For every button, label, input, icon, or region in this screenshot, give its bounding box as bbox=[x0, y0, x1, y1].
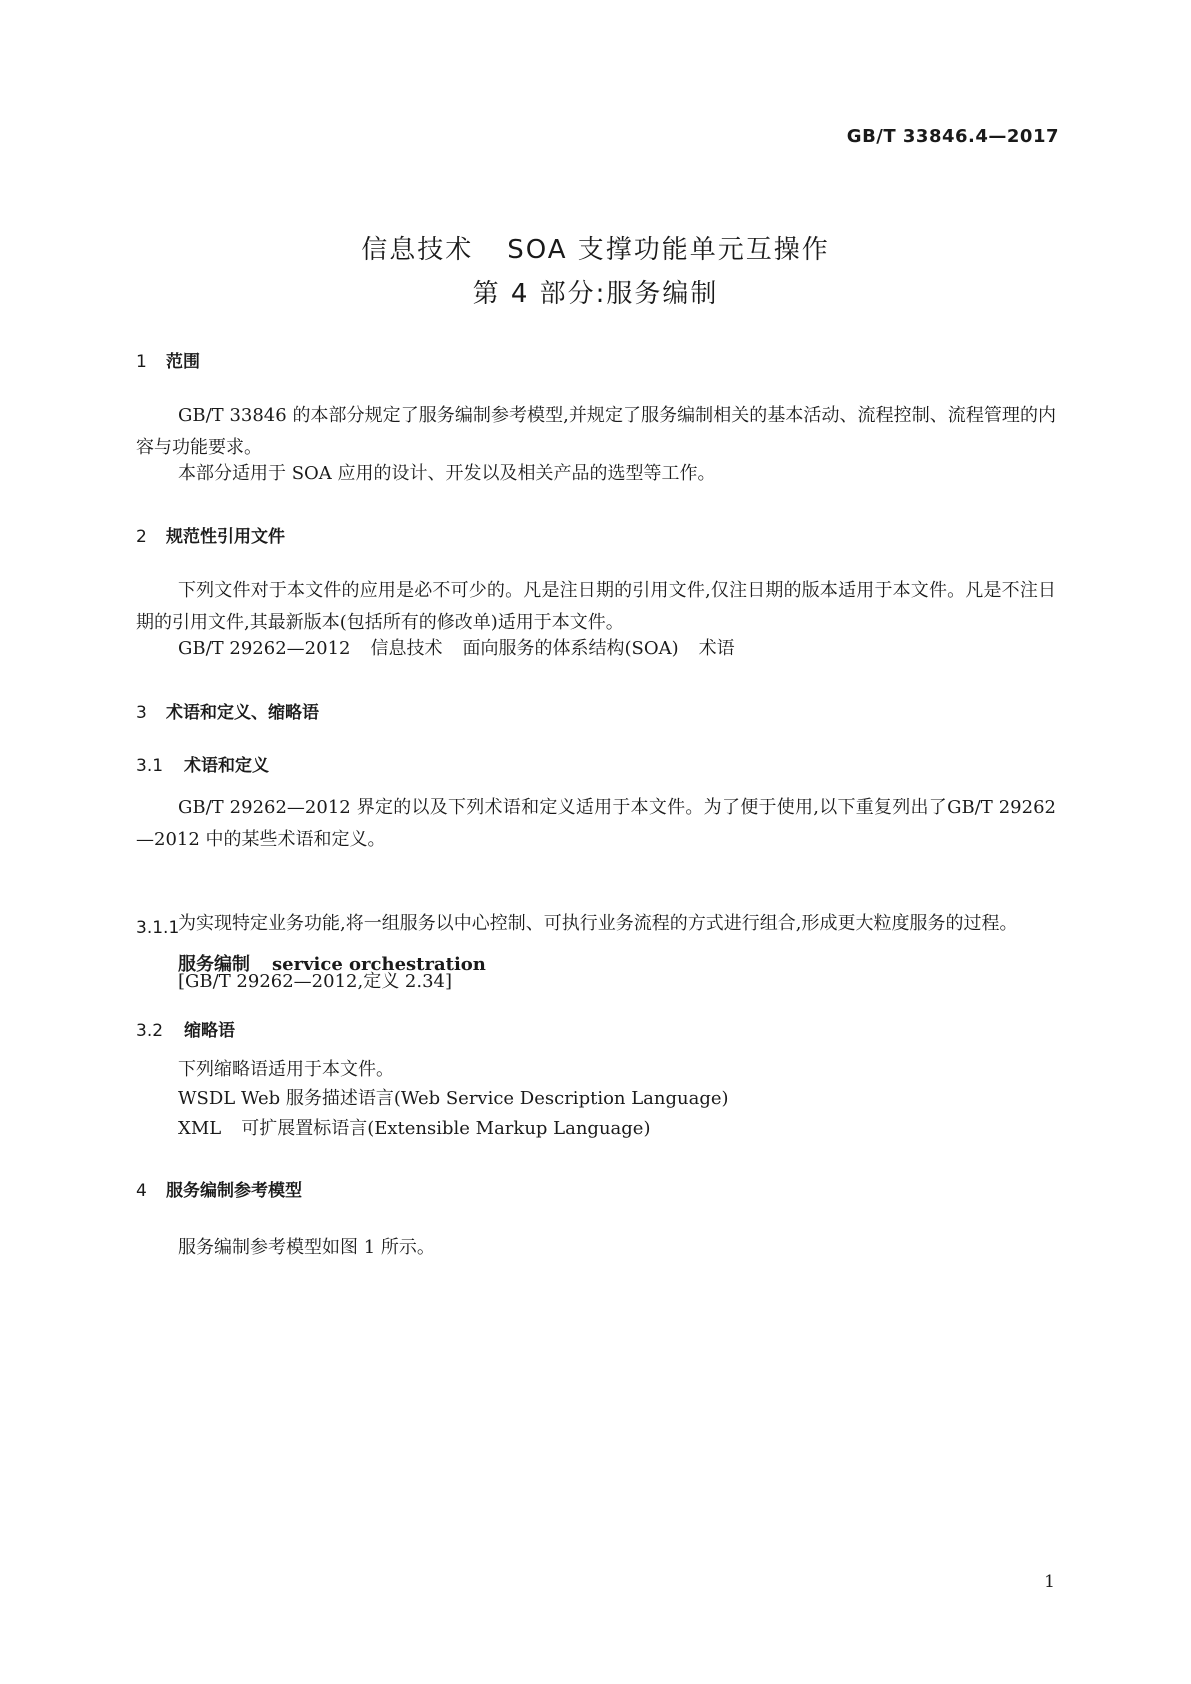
page-number: 1 bbox=[1044, 1572, 1055, 1592]
section-number: 3.2 bbox=[136, 1021, 164, 1041]
title-line-1 bbox=[0, 228, 1191, 272]
term-english: service orchestration bbox=[272, 954, 486, 975]
section-number: 3.1 bbox=[136, 756, 164, 776]
abbreviation-key: XML bbox=[178, 1118, 222, 1139]
reference-title-3: 术语 bbox=[698, 638, 735, 659]
title-part-a: 信息技术 bbox=[361, 235, 474, 265]
abbreviation-xml bbox=[178, 1113, 650, 1145]
term-source: [GB/T 29262—2012,定义 2.34] bbox=[178, 971, 453, 992]
reference-title-2: 面向服务的体系结构(SOA) bbox=[462, 638, 679, 659]
section-number: 3 bbox=[136, 703, 147, 723]
section-title: 术语和定义、缩略语 bbox=[166, 703, 319, 723]
section-title: 规范性引用文件 bbox=[166, 527, 285, 547]
section-number: 2 bbox=[136, 527, 147, 547]
scope-paragraph-2: 本部分适用于 SOA 应用的设计、开发以及相关产品的选型等工作。 bbox=[178, 463, 716, 484]
reference-code: GB/T 29262—2012 bbox=[178, 638, 351, 659]
section-2-heading bbox=[136, 522, 285, 547]
section-title: 服务编制参考模型 bbox=[166, 1181, 302, 1201]
document-title bbox=[0, 228, 1191, 316]
section-3-heading bbox=[136, 698, 319, 723]
scope-paragraph-1: GB/T 33846 的本部分规定了服务编制参考模型,并规定了服务编制相关的基本活动、流程控制、流程管理的内容与功能要求。 bbox=[136, 405, 1056, 458]
term-chinese: 服务编制 bbox=[178, 954, 250, 975]
term-number: 3.1.1 bbox=[136, 918, 180, 938]
abbreviation-value: 可扩展置标语言(Extensible Markup Language) bbox=[241, 1118, 651, 1139]
section-3-1-heading bbox=[136, 751, 269, 776]
abbreviation-wsdl bbox=[178, 1083, 729, 1115]
terms-paragraph: GB/T 29262—2012 界定的以及下列术语和定义适用于本文件。为了便于使用,以下重复列出了GB/T 29262—2012 中的某些术语和定义。 bbox=[136, 797, 1056, 850]
model-paragraph: 服务编制参考模型如图 1 所示。 bbox=[178, 1237, 435, 1258]
section-title: 缩略语 bbox=[184, 1021, 235, 1041]
section-number: 4 bbox=[136, 1181, 147, 1201]
section-1-heading bbox=[136, 347, 200, 372]
abbreviations-intro: 下列缩略语适用于本文件。 bbox=[178, 1059, 394, 1080]
section-4-heading bbox=[136, 1176, 302, 1201]
abbreviation-key: WSDL bbox=[178, 1088, 236, 1109]
section-title: 术语和定义 bbox=[184, 756, 269, 776]
normative-paragraph: 下列文件对于本文件的应用是必不可少的。凡是注日期的引用文件,仅注日期的版本适用于本文件。凡是不注日期的引用文件,其最新版本(包括所有的修改单)适用于本文件。 bbox=[136, 580, 1056, 633]
section-number: 1 bbox=[136, 352, 147, 372]
reference-title-1: 信息技术 bbox=[370, 638, 443, 659]
section-title: 范围 bbox=[166, 352, 200, 372]
section-3-2-heading bbox=[136, 1016, 235, 1041]
term-definition: 为实现特定业务功能,将一组服务以中心控制、可执行业务流程的方式进行组合,形成更大粒度服务的过程。 bbox=[178, 913, 1018, 934]
standard-code: GB/T 33846.4—2017 bbox=[846, 126, 1059, 147]
normative-reference bbox=[178, 633, 735, 665]
title-part-b: SOA 支撑功能单元互操作 bbox=[507, 235, 830, 265]
abbreviation-value: Web 服务描述语言(Web Service Description Language) bbox=[240, 1088, 729, 1109]
title-line-2: 第 4 部分:服务编制 bbox=[472, 279, 719, 309]
